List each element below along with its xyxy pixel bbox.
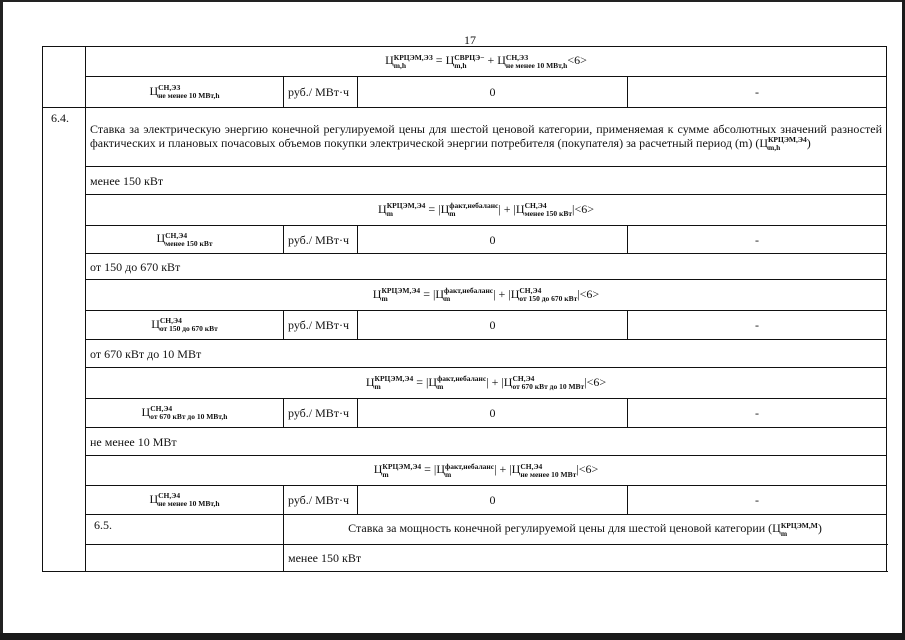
value-cell: 0 xyxy=(358,226,628,254)
table-row xyxy=(43,108,887,167)
formula-cell: Ц КРЦЭМ,Э4 m = |Ц факт,небаланс m | + |Ц СН,Э4 менее 150 кВт |<6> xyxy=(86,195,887,226)
table-row xyxy=(43,47,887,77)
table-row xyxy=(43,486,887,515)
number-cell xyxy=(43,47,86,108)
extra-cell: - xyxy=(628,226,887,254)
range-label: менее 150 кВт xyxy=(86,167,887,195)
table-row xyxy=(43,254,887,280)
symbol-cell: Ц СН,Э4 от 670 кВт до 10 МВт,h xyxy=(86,399,284,428)
tariff-table xyxy=(42,46,887,572)
range-label: менее 150 кВт xyxy=(284,545,887,572)
table-row xyxy=(43,280,887,311)
table-row xyxy=(43,311,887,340)
formula-cell: Ц КРЦЭМ,ЭЗ m,h = Ц СВРЦЭ− m,h + Ц СН,ЭЗ не менее 10 МВт,h <6> xyxy=(86,47,887,77)
unit-cell: руб./ МВт·ч xyxy=(284,77,358,108)
value-cell: 0 xyxy=(358,311,628,340)
table-row xyxy=(43,77,887,108)
table-row xyxy=(43,226,887,254)
range-label: от 150 до 670 кВт xyxy=(86,254,887,280)
unit-cell: руб./ МВт·ч xyxy=(284,399,358,428)
table-row xyxy=(43,399,887,428)
table-row xyxy=(43,167,887,195)
table-row xyxy=(43,456,887,486)
symbol-cell: Ц СН,ЭЗ не менее 10 МВт,h xyxy=(86,77,284,108)
table-row xyxy=(43,195,887,226)
item-number: 6.5. xyxy=(86,515,284,545)
scan-border-top xyxy=(0,0,905,2)
number-cell xyxy=(86,545,284,572)
unit-cell: руб./ МВт·ч xyxy=(284,311,358,340)
item-number: 6.4. xyxy=(43,108,86,572)
item-description: Ставка за электрическую энергию конечной регулируемой цены для шестой ценовой категории, применяемая к сумме абсолютных значений разностей фактических и плановых почасовых объемов покупки электрической энергии потребителя (покупателя) за расчетный период (m) (Ц КРЦЭМ,Э4 m,h ) xyxy=(86,108,887,167)
value-cell: 0 xyxy=(358,486,628,515)
symbol-cell: Ц СН,Э4 менее 150 кВт xyxy=(86,226,284,254)
table-row xyxy=(43,515,887,545)
unit-cell: руб./ МВт·ч xyxy=(284,226,358,254)
table-row xyxy=(43,545,887,572)
page-number: 17 xyxy=(464,33,476,47)
item-title: Ставка за мощность конечной регулируемой цены для шестой ценовой категории (Ц КРЦЭМ,М m ) xyxy=(284,515,887,545)
table-row xyxy=(43,368,887,399)
value-cell: 0 xyxy=(358,399,628,428)
scan-border-left xyxy=(0,0,3,640)
unit-cell: руб./ МВт·ч xyxy=(284,486,358,515)
symbol-cell: Ц СН,Э4 от 150 до 670 кВт xyxy=(86,311,284,340)
table-row xyxy=(43,428,887,456)
scan-border-bottom xyxy=(0,633,905,640)
value-cell: 0 xyxy=(358,77,628,108)
symbol-cell: Ц СН,Э4 не менее 10 МВт,h xyxy=(86,486,284,515)
formula-cell: Ц КРЦЭМ,Э4 m = |Ц факт,небаланс m | + |Ц СН,Э4 от 670 кВт до 10 МВт |<6> xyxy=(86,368,887,399)
extra-cell: - xyxy=(628,399,887,428)
formula-cell: Ц КРЦЭМ,Э4 m = |Ц факт,небаланс m | + |Ц СН,Э4 не менее 10 МВт |<6> xyxy=(86,456,887,486)
extra-cell: - xyxy=(628,311,887,340)
range-label: от 670 кВт до 10 МВт xyxy=(86,340,887,368)
table-row xyxy=(43,340,887,368)
extra-cell: - xyxy=(628,486,887,515)
formula-cell: Ц КРЦЭМ,Э4 m = |Ц факт,небаланс m | + |Ц СН,Э4 от 150 до 670 кВт |<6> xyxy=(86,280,887,311)
extra-cell: - xyxy=(628,77,887,108)
range-label: не менее 10 МВт xyxy=(86,428,887,456)
